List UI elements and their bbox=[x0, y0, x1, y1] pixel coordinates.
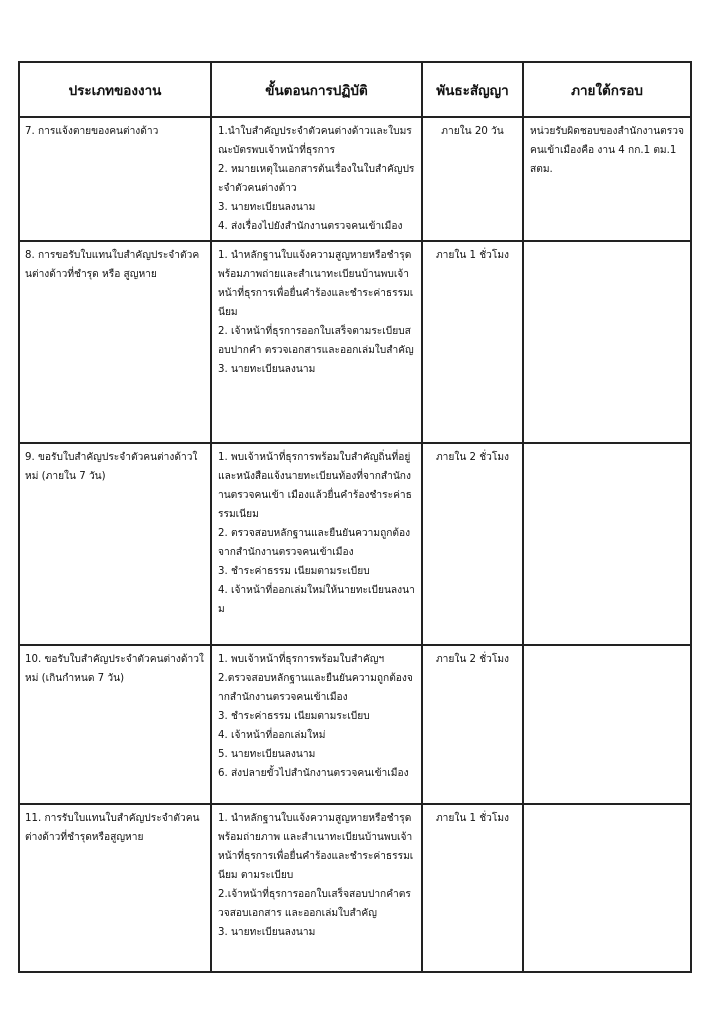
procedure-step: 2. เจ้าหน้าที่ธุรการออกใบเสร็จตามระเบียบสอบปากคำ ตรวจเอกสารและออกเล่มใบสำคัญ bbox=[218, 326, 414, 356]
table-row bbox=[19, 645, 691, 804]
procedure-cell bbox=[211, 645, 422, 804]
procedure-step: 5. นายทะเบียนลงนาม bbox=[218, 749, 316, 760]
table-row bbox=[19, 117, 691, 241]
procedure-step: 1. นำหลักฐานใบแจ้งความสูญหายหรือชำรุดพร้อมถ่ายภาพ และสำเนาทะเบียนบ้านพบเจ้าหน้าที่ธุรการเพื่อยื่นคำร้องและชำระค่าธรรมเนียม ตามระเบียบ bbox=[218, 813, 414, 881]
work-type-text: 7. การแจ้งตายของคนต่างด้าว bbox=[25, 126, 159, 137]
duration-text: ภายใน 2 ชั่วโมง bbox=[435, 654, 510, 665]
framework-text bbox=[524, 444, 690, 452]
procedure-steps bbox=[212, 646, 421, 787]
procedure-step: 4. เจ้าหน้าที่ออกเล่มใหม่ bbox=[218, 730, 326, 741]
work-type-cell bbox=[19, 117, 211, 241]
work-type-cell bbox=[19, 241, 211, 443]
work-type-text: 8. การขอรับใบแทนใบสำคัญประจำตัวคนต่างด้าวที่ชำรุด หรือ สูญหาย bbox=[25, 250, 200, 280]
header-work-type: ประเภทของงาน bbox=[19, 62, 211, 117]
commitment-cell bbox=[422, 241, 523, 443]
work-type-text: 9. ขอรับใบสำคัญประจำตัวคนต่างด้าวใหม่ (ภายใน 7 วัน) bbox=[25, 452, 198, 482]
header-procedure: ขั้นตอนการปฏิบัติ bbox=[211, 62, 422, 117]
framework-text bbox=[524, 242, 690, 250]
procedure-steps bbox=[212, 805, 421, 946]
procedure-step: 2.ตรวจสอบหลักฐานและยืนยันความถูกต้องจากสำนักงานตรวจคนเข้าเมือง bbox=[218, 673, 413, 703]
work-type-cell bbox=[19, 804, 211, 972]
procedure-step: 1.นำใบสำคัญประจำตัวคนต่างด้าวและใบมรณะบัตรพบเจ้าหน้าที่ธุรการ bbox=[218, 126, 412, 156]
procedure-step: 1. พบเจ้าหน้าที่ธุรการพร้อมใบสำคัญถิ่นที่อยู่และหนังสือแจ้งนายทะเบียนท้องที่จากสำนักงานตรวจคนเข้า เมืองแล้วยื่นคำร้องชำระค่าธรรมเนียม bbox=[218, 452, 412, 520]
procedure-steps bbox=[212, 242, 421, 383]
framework-cell bbox=[523, 241, 691, 443]
framework-cell bbox=[523, 443, 691, 645]
commitment-cell bbox=[422, 645, 523, 804]
framework-text bbox=[524, 646, 690, 654]
work-type-text: 10. ขอรับใบสำคัญประจำตัวคนต่างด้าวใหม่ (เกินกำหนด 7 วัน) bbox=[25, 654, 204, 684]
procedure-step: 6. ส่งปลายขั้วไปสำนักงานตรวจคนเข้าเมือง bbox=[218, 768, 409, 779]
table-row bbox=[19, 241, 691, 443]
commitment-cell bbox=[422, 117, 523, 241]
framework-cell bbox=[523, 645, 691, 804]
framework-cell bbox=[523, 117, 691, 241]
procedure-step: 2.เจ้าหน้าที่ธุรการออกใบเสร็จสอบปากคำตรวจสอบเอกสาร และออกเล่มใบสำคัญ bbox=[218, 889, 411, 919]
procedure-step: 4. ส่งเรื่องไปยังสำนักงานตรวจคนเข้าเมือง bbox=[218, 221, 403, 232]
procedure-steps bbox=[212, 444, 421, 623]
procedure-step: 3. ชำระค่าธรรม เนียมตามระเบียบ bbox=[218, 566, 370, 577]
framework-text bbox=[524, 805, 690, 813]
table-row bbox=[19, 804, 691, 972]
framework-cell bbox=[523, 804, 691, 972]
procedure-step: 4. เจ้าหน้าที่ออกเล่มใหม่ให้นายทะเบียนลงนาม bbox=[218, 585, 415, 615]
work-type-text: 11. การรับใบแทนใบสำคัญประจำตัวคนต่างด้าวที่ชำรุดหรือสูญหาย bbox=[25, 813, 200, 843]
procedure-steps bbox=[212, 118, 421, 240]
duration-text: ภายใน 1 ชั่วโมง bbox=[435, 250, 510, 261]
procedure-cell bbox=[211, 804, 422, 972]
procedure-cell bbox=[211, 117, 422, 241]
table-header-row bbox=[19, 62, 691, 117]
duration-text: ภายใน 20 วัน bbox=[441, 126, 504, 137]
procedure-step: 3. นายทะเบียนลงนาม bbox=[218, 364, 316, 375]
commitment-cell bbox=[422, 443, 523, 645]
document-page bbox=[18, 61, 690, 973]
procedure-step: 2. หมายเหตุในเอกสารต้นเรื่องในใบสำคัญประจำตัวคนต่างด้าว bbox=[218, 164, 415, 194]
procedure-step: 1. พบเจ้าหน้าที่ธุรการพร้อมใบสำคัญฯ bbox=[218, 654, 385, 665]
procedure-table bbox=[18, 61, 692, 973]
header-commitment: พันธะสัญญา bbox=[422, 62, 523, 117]
commitment-cell bbox=[422, 804, 523, 972]
header-framework: ภายใต้กรอบ bbox=[523, 62, 691, 117]
procedure-step: 1. นำหลักฐานใบแจ้งความสูญหายหรือชำรุดพร้อมภาพถ่ายและสำเนาทะเบียนบ้านพบเจ้าหน้าที่ธุรการเพื่อยื่นคำร้องและชำระค่าธรรมเนียม bbox=[218, 250, 414, 318]
procedure-step: 3. นายทะเบียนลงนาม bbox=[218, 927, 316, 938]
duration-text: ภายใน 1 ชั่วโมง bbox=[435, 813, 510, 824]
procedure-cell bbox=[211, 241, 422, 443]
procedure-step: 3. ชำระค่าธรรม เนียมตามระเบียบ bbox=[218, 711, 370, 722]
framework-text: หน่วยรับผิดชอบของสำนักงานตรวจคนเข้าเมืองคือ งาน 4 กก.1 ตม.1 สตม. bbox=[530, 126, 684, 175]
work-type-cell bbox=[19, 443, 211, 645]
procedure-step: 2. ตรวจสอบหลักฐานและยืนยันความถูกต้องจากสำนักงานตรวจคนเข้าเมือง bbox=[218, 528, 411, 558]
work-type-cell bbox=[19, 645, 211, 804]
procedure-cell bbox=[211, 443, 422, 645]
table-row bbox=[19, 443, 691, 645]
duration-text: ภายใน 2 ชั่วโมง bbox=[435, 452, 510, 463]
procedure-step: 3. นายทะเบียนลงนาม bbox=[218, 202, 316, 213]
